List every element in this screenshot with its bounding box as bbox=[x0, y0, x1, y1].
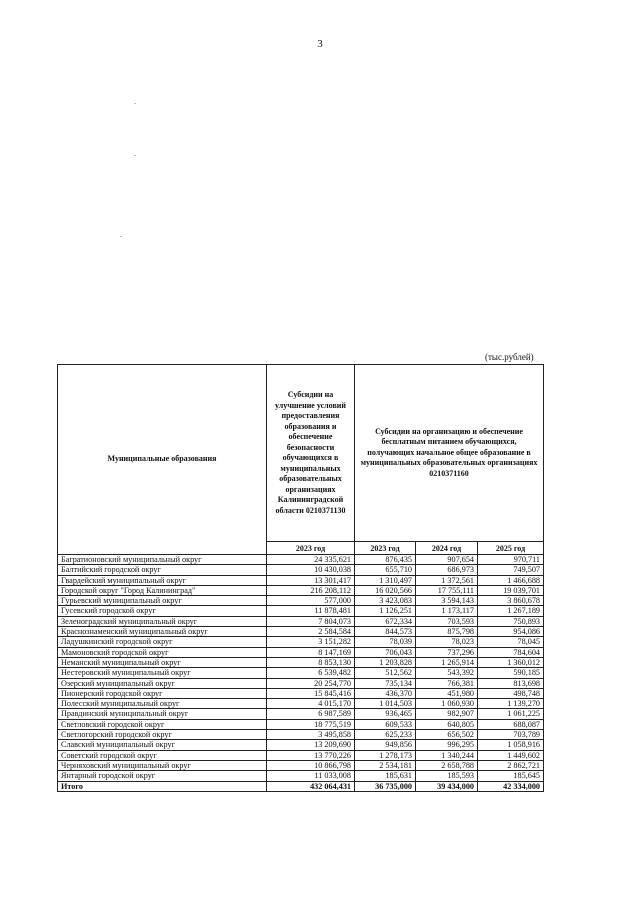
cell-value: 78,039 bbox=[355, 637, 416, 647]
table-row bbox=[58, 637, 544, 647]
cell-value: 7 804,073 bbox=[267, 616, 355, 626]
municipality-name: Нестеровский муниципальный округ bbox=[58, 668, 267, 678]
cell-value: 8 853,130 bbox=[267, 657, 355, 667]
cell-value: 1 360,012 bbox=[478, 657, 544, 667]
cell-value: 1 139,270 bbox=[478, 699, 544, 709]
cell-value: 17 755,111 bbox=[416, 585, 478, 595]
municipality-name: Черняховский муниципальный округ bbox=[58, 760, 267, 770]
cell-value: 1 058,916 bbox=[478, 740, 544, 750]
table-row bbox=[58, 606, 544, 616]
cell-value: 10 430,038 bbox=[267, 565, 355, 575]
municipality-name: Краснознаменский муниципальный округ bbox=[58, 627, 267, 637]
cell-value: 875,798 bbox=[416, 627, 478, 637]
cell-value: 970,711 bbox=[478, 555, 544, 565]
municipality-name: Светлогорский городской округ bbox=[58, 730, 267, 740]
cell-value: 24 335,621 bbox=[267, 555, 355, 565]
cell-value: 3 423,083 bbox=[355, 596, 416, 606]
cell-value: 8 147,169 bbox=[267, 647, 355, 657]
cell-value: 656,502 bbox=[416, 730, 478, 740]
table-row bbox=[58, 699, 544, 709]
cell-value: 216 208,112 bbox=[267, 585, 355, 595]
cell-value: 185,631 bbox=[355, 771, 416, 781]
cell-value: 640,805 bbox=[416, 719, 478, 729]
total-value: 432 064,431 bbox=[267, 781, 355, 791]
cell-value: 436,370 bbox=[355, 688, 416, 698]
cell-value: 10 866,798 bbox=[267, 760, 355, 770]
cell-value: 543,392 bbox=[416, 668, 478, 678]
header-municipality: Муниципальные образования bbox=[58, 365, 267, 555]
cell-value: 750,893 bbox=[478, 616, 544, 626]
table-row bbox=[58, 616, 544, 626]
cell-value: 1 265,914 bbox=[416, 657, 478, 667]
cell-value: 655,710 bbox=[355, 565, 416, 575]
municipality-name: Городской округ "Город Калининград" bbox=[58, 585, 267, 595]
cell-value: 996,295 bbox=[416, 740, 478, 750]
units-label: (тыс.рублей) bbox=[485, 352, 534, 362]
cell-value: 1 267,189 bbox=[478, 606, 544, 616]
cell-value: 844,573 bbox=[355, 627, 416, 637]
header-meals-subsidy: Субсидии на организацию и обеспечение бесплатным питанием обучающихся, получающих начальное общее образование в муниципальных образовательных организациях 0210371160 bbox=[355, 365, 544, 542]
cell-value: 3 594,143 bbox=[416, 596, 478, 606]
page-number: 3 bbox=[317, 38, 323, 50]
cell-value: 1 203,828 bbox=[355, 657, 416, 667]
cell-value: 185,645 bbox=[478, 771, 544, 781]
table-row bbox=[58, 585, 544, 595]
scan-speck bbox=[134, 103, 136, 104]
cell-value: 672,334 bbox=[355, 616, 416, 626]
cell-value: 688,087 bbox=[478, 719, 544, 729]
cell-value: 1 061,225 bbox=[478, 709, 544, 719]
scan-speck bbox=[134, 155, 136, 156]
table-row bbox=[58, 771, 544, 781]
cell-value: 19 039,701 bbox=[478, 585, 544, 595]
table-row bbox=[58, 750, 544, 760]
cell-value: 1 173,117 bbox=[416, 606, 478, 616]
cell-value: 936,465 bbox=[355, 709, 416, 719]
cell-value: 13 209,690 bbox=[267, 740, 355, 750]
cell-value: 3 151,282 bbox=[267, 637, 355, 647]
table-row bbox=[58, 740, 544, 750]
cell-value: 590,185 bbox=[478, 668, 544, 678]
cell-value: 2 534,181 bbox=[355, 760, 416, 770]
cell-value: 749,507 bbox=[478, 565, 544, 575]
municipality-name: Полесский муниципальный округ bbox=[58, 699, 267, 709]
cell-value: 1 340,244 bbox=[416, 750, 478, 760]
cell-value: 18 775,519 bbox=[267, 719, 355, 729]
header-year: 2025 год bbox=[478, 542, 544, 555]
municipality-name: Мамоновский городской округ bbox=[58, 647, 267, 657]
cell-value: 78,023 bbox=[416, 637, 478, 647]
table-row bbox=[58, 647, 544, 657]
table-row bbox=[58, 760, 544, 770]
table-row bbox=[58, 596, 544, 606]
municipality-name: Славский муниципальный округ bbox=[58, 740, 267, 750]
table-row bbox=[58, 688, 544, 698]
header-year: 2023 год bbox=[267, 542, 355, 555]
cell-value: 3 860,678 bbox=[478, 596, 544, 606]
cell-value: 20 254,770 bbox=[267, 678, 355, 688]
cell-value: 1 278,173 bbox=[355, 750, 416, 760]
cell-value: 6 539,482 bbox=[267, 668, 355, 678]
cell-value: 512,562 bbox=[355, 668, 416, 678]
municipality-name: Гурьевский муниципальный округ bbox=[58, 596, 267, 606]
cell-value: 6 987,589 bbox=[267, 709, 355, 719]
municipality-name: Зеленоградский муниципальный округ bbox=[58, 616, 267, 626]
table-row bbox=[58, 575, 544, 585]
total-value: 39 434,000 bbox=[416, 781, 478, 791]
municipality-name: Янтарный городской округ bbox=[58, 771, 267, 781]
municipality-name: Правдинский муниципальный округ bbox=[58, 709, 267, 719]
total-value: 42 334,000 bbox=[478, 781, 544, 791]
cell-value: 982,907 bbox=[416, 709, 478, 719]
cell-value: 13 301,417 bbox=[267, 575, 355, 585]
table-row bbox=[58, 709, 544, 719]
cell-value: 3 495,858 bbox=[267, 730, 355, 740]
cell-value: 1 060,930 bbox=[416, 699, 478, 709]
cell-value: 784,604 bbox=[478, 647, 544, 657]
municipality-name: Ладушкинский городской округ bbox=[58, 637, 267, 647]
cell-value: 1 014,503 bbox=[355, 699, 416, 709]
table-row bbox=[58, 627, 544, 637]
cell-value: 703,789 bbox=[478, 730, 544, 740]
cell-value: 185,593 bbox=[416, 771, 478, 781]
cell-value: 706,043 bbox=[355, 647, 416, 657]
municipality-name: Светловский городской округ bbox=[58, 719, 267, 729]
cell-value: 1 466,688 bbox=[478, 575, 544, 585]
cell-value: 954,086 bbox=[478, 627, 544, 637]
table-row bbox=[58, 555, 544, 565]
cell-value: 78,045 bbox=[478, 637, 544, 647]
cell-value: 16 020,566 bbox=[355, 585, 416, 595]
cell-value: 1 449,602 bbox=[478, 750, 544, 760]
cell-value: 1 310,497 bbox=[355, 575, 416, 585]
cell-value: 1 126,251 bbox=[355, 606, 416, 616]
municipality-name: Озерский муниципальный округ bbox=[58, 678, 267, 688]
table-row bbox=[58, 730, 544, 740]
cell-value: 2 584,584 bbox=[267, 627, 355, 637]
cell-value: 766,381 bbox=[416, 678, 478, 688]
total-row bbox=[58, 781, 544, 791]
total-label: Итого bbox=[58, 781, 267, 791]
municipality-name: Советский городской округ bbox=[58, 750, 267, 760]
cell-value: 15 845,416 bbox=[267, 688, 355, 698]
total-value: 36 735,000 bbox=[355, 781, 416, 791]
cell-value: 2 862,721 bbox=[478, 760, 544, 770]
municipality-name: Неманский муниципальный округ bbox=[58, 657, 267, 667]
table-row bbox=[58, 719, 544, 729]
table-row bbox=[58, 678, 544, 688]
municipality-name: Гусевский городской округ bbox=[58, 606, 267, 616]
cell-value: 907,654 bbox=[416, 555, 478, 565]
cell-value: 4 015,170 bbox=[267, 699, 355, 709]
cell-value: 498,748 bbox=[478, 688, 544, 698]
cell-value: 451,980 bbox=[416, 688, 478, 698]
cell-value: 876,435 bbox=[355, 555, 416, 565]
cell-value: 703,593 bbox=[416, 616, 478, 626]
cell-value: 2 658,788 bbox=[416, 760, 478, 770]
table-row bbox=[58, 657, 544, 667]
cell-value: 11 033,008 bbox=[267, 771, 355, 781]
header-year: 2024 год bbox=[416, 542, 478, 555]
cell-value: 11 878,481 bbox=[267, 606, 355, 616]
municipality-name: Балтийский городской округ bbox=[58, 565, 267, 575]
municipality-name: Пионерский городской округ bbox=[58, 688, 267, 698]
municipality-name: Гвардейский муниципальный округ bbox=[58, 575, 267, 585]
table-row bbox=[58, 565, 544, 575]
cell-value: 1 372,561 bbox=[416, 575, 478, 585]
subsidy-table bbox=[57, 364, 544, 792]
cell-value: 737,296 bbox=[416, 647, 478, 657]
cell-value: 735,134 bbox=[355, 678, 416, 688]
header-security-subsidy: Субсидии на улучшение условий предоставления образования и обеспечение безопасности обучающихся в муниципальных образовательных организациях Калининградской области 0210371130 bbox=[267, 365, 355, 542]
cell-value: 949,856 bbox=[355, 740, 416, 750]
cell-value: 13 770,226 bbox=[267, 750, 355, 760]
cell-value: 577,000 bbox=[267, 596, 355, 606]
scan-speck bbox=[120, 236, 122, 237]
cell-value: 686,973 bbox=[416, 565, 478, 575]
cell-value: 609,533 bbox=[355, 719, 416, 729]
table-row bbox=[58, 668, 544, 678]
municipality-name: Багратионовский муниципальный округ bbox=[58, 555, 267, 565]
header-year: 2023 год bbox=[355, 542, 416, 555]
cell-value: 813,698 bbox=[478, 678, 544, 688]
cell-value: 625,233 bbox=[355, 730, 416, 740]
